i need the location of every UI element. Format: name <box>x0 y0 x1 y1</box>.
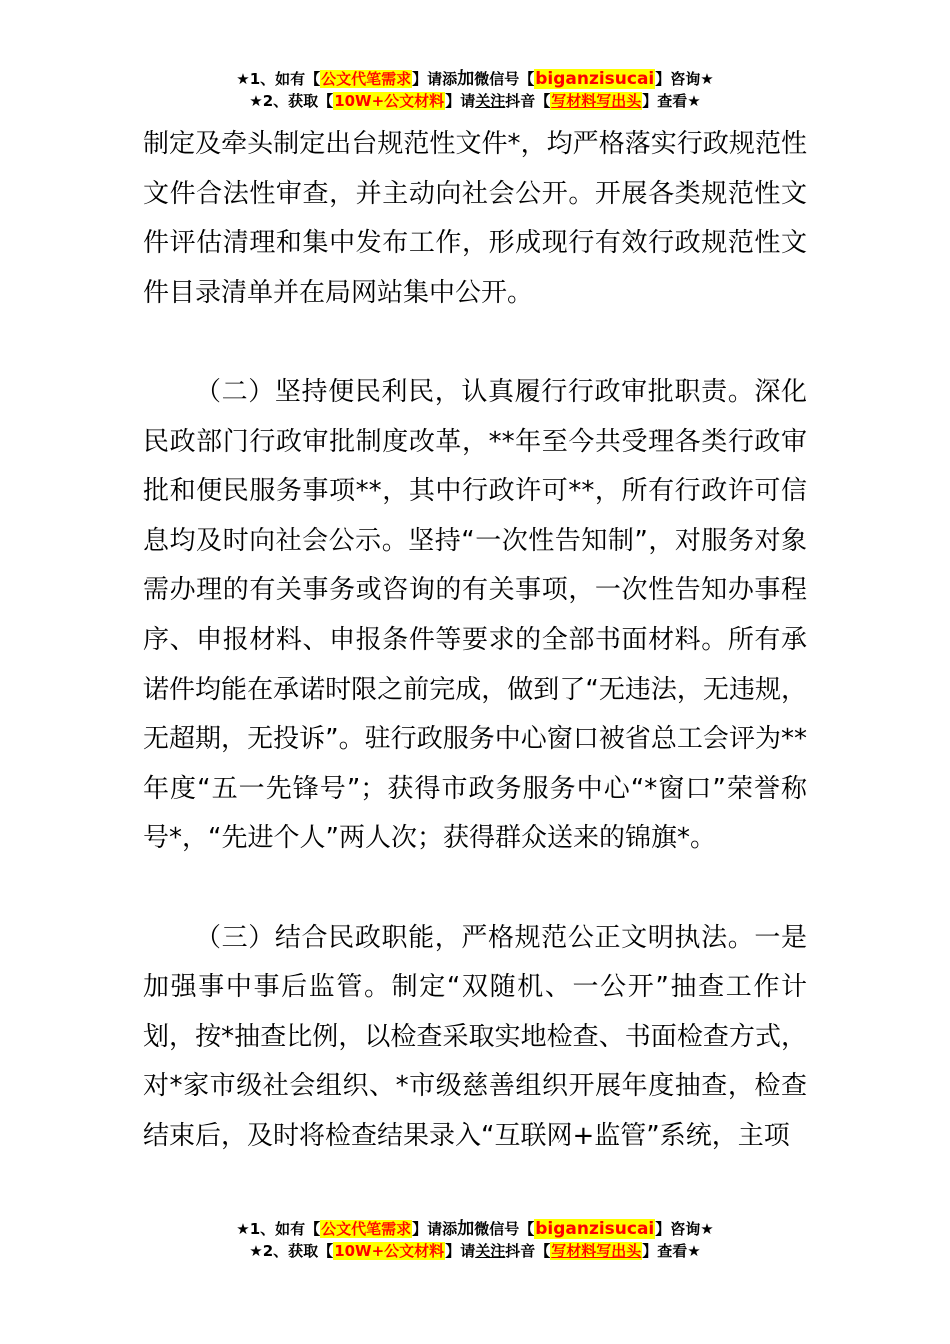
banner-line-2: ★2、获取【10W+公文材料】请关注抖音【写材料写出头】查看★ <box>249 92 701 110</box>
highlight-ghostwriting: 公文代笔需求 <box>321 70 412 88</box>
highlight-douyin: 写材料写出头 <box>551 1242 642 1260</box>
paragraph-3: （三）结合民政职能，严格规范公正文明执法。一是加强事中事后监管。制定“双随机、一公开”抽查工作计划，按*抽查比例，以检查采取实地检查、书面检查方式，对*家市级社会组织、*市级慈善组织开展年度抽查，检查结束后，及时将检查结果录入“互联网+监管”系统，主项 <box>143 922 807 1151</box>
highlight-materials: 10W+公文材料 <box>334 92 445 110</box>
highlight-wechat-id: biganzisucai <box>535 1219 655 1239</box>
banner-line-1: ★1、如有【公文代笔需求】请添加微信号【biganzisucai】咨询★ <box>236 1219 714 1239</box>
paragraph-1: 制定及牵头制定出台规范性文件*，均严格落实行政规范性文件合法性审查，并主动向社会公开。开展各类规范性文件评估清理和集中发布工作，形成现行有效行政规范性文件目录清单并在局网站集中公开。 <box>143 129 807 308</box>
document-body <box>143 120 807 1161</box>
header-banner <box>0 68 950 112</box>
highlight-wechat-id: biganzisucai <box>535 69 655 89</box>
banner-line-1: ★1、如有【公文代笔需求】请添加微信号【biganzisucai】咨询★ <box>236 69 714 89</box>
footer-banner <box>0 1218 950 1262</box>
highlight-douyin: 写材料写出头 <box>551 92 642 110</box>
highlight-materials: 10W+公文材料 <box>334 1242 445 1260</box>
highlight-ghostwriting: 公文代笔需求 <box>321 1220 412 1238</box>
banner-line-2: ★2、获取【10W+公文材料】请关注抖音【写材料写出头】查看★ <box>249 1242 701 1260</box>
paragraph-2: （二）坚持便民利民，认真履行行政审批职责。深化民政部门行政审批制度改革，**年至今共受理各类行政审批和便民服务事项**，其中行政许可**，所有行政许可信息均及时向社会公示。坚持“一次性告知制”，对服务对象需办理的有关事务或咨询的有关事项，一次性告知办事程序、申报材料、申报条件等要求的全部书面材料。所有承诺件均能在承诺时限之前完成，做到了“无违法，无违规，无超期，无投诉”。驻行政服务中心窗口被省总工会评为**年度“五一先锋号”；获得市政务服务中心“*窗口”荣誉称号*，“先进个人”两人次；获得群众送来的锦旗*。 <box>143 376 807 854</box>
